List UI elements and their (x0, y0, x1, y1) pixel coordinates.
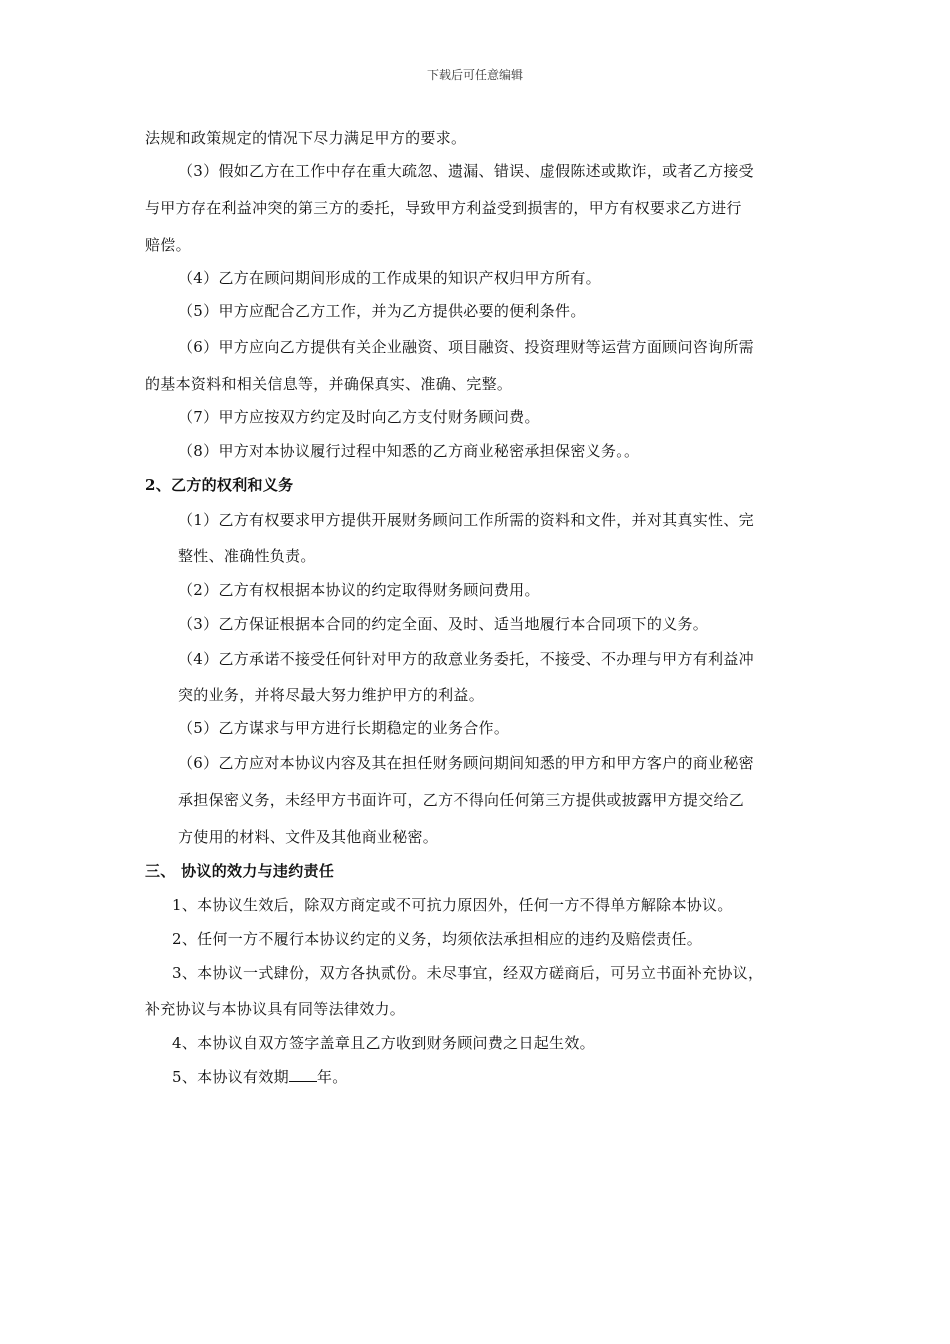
paragraph-line: （6）乙方应对本协议内容及其在担任财务顾问期间知悉的甲方和甲方客户的商业秘密 (178, 754, 754, 772)
paragraph-line: （8）甲方对本协议履行过程中知悉的乙方商业秘密承担保密义务。。 (178, 442, 640, 460)
paragraph-line: 补充协议与本协议具有同等法律效力。 (145, 1000, 406, 1018)
paragraph-line: （7）甲方应按双方约定及时向乙方支付财务顾问费。 (178, 408, 540, 426)
paragraph-line: 赔偿。 (145, 236, 191, 254)
section-heading: 三、 协议的效力与违约责任 (145, 862, 335, 880)
paragraph-line: 法规和政策规定的情况下尽力满足甲方的要求。 (145, 129, 467, 147)
paragraph-line: （6）甲方应向乙方提供有关企业融资、项目融资、投资理财等运营方面顾问咨询所需 (178, 338, 754, 356)
paragraph-line: 2、任何一方不履行本协议约定的义务，均须依法承担相应的违约及赔偿责任。 (172, 930, 703, 948)
paragraph-line: 承担保密义务，未经甲方书面许可，乙方不得向任何第三方提供或披露甲方提交给乙 (178, 791, 745, 809)
paragraph-line: 1、本协议生效后，除双方商定或不可抗力原因外，任何一方不得单方解除本协议。 (172, 896, 733, 914)
paragraph-line: （1）乙方有权要求甲方提供开展财务顾问工作所需的资料和文件，并对其真实性、完 (178, 511, 754, 529)
blank-fill-line (289, 1067, 317, 1082)
paragraph-line: 3、本协议一式肆份，双方各执贰份。未尽事宜，经双方磋商后，可另立书面补充协议， (172, 964, 764, 982)
paragraph-line: （2）乙方有权根据本协议的约定取得财务顾问费用。 (178, 581, 540, 599)
paragraph-line: （3）假如乙方在工作中存在重大疏忽、遗漏、错误、虚假陈述或欺诈，或者乙方接受 (178, 162, 754, 180)
paragraph-line (172, 1067, 348, 1087)
paragraph-line: 的基本资料和相关信息等，并确保真实、准确、完整。 (145, 375, 513, 393)
validity-clause-text: 5、本协议有效期 (172, 1068, 289, 1086)
paragraph-line: 4、本协议自双方签字盖章且乙方收到财务顾问费之日起生效。 (172, 1034, 595, 1052)
paragraph-line: 突的业务，并将尽最大努力维护甲方的利益。 (178, 686, 485, 704)
paragraph-line: （3）乙方保证根据本合同的约定全面、及时、适当地履行本合同项下的义务。 (178, 615, 709, 633)
paragraph-line: （4）乙方承诺不接受任何针对甲方的敌意业务委托，不接受、不办理与甲方有利益冲 (178, 650, 754, 668)
paragraph-line: （5）乙方谋求与甲方进行长期稳定的业务合作。 (178, 719, 510, 737)
page-header: 下载后可任意编辑 (426, 68, 523, 82)
paragraph-line: 方使用的材料、文件及其他商业秘密。 (178, 828, 439, 846)
paragraph-line: （4）乙方在顾问期间形成的工作成果的知识产权归甲方所有。 (178, 269, 601, 287)
paragraph-line: 整性、准确性负责。 (178, 547, 316, 565)
paragraph-line: 与甲方存在利益冲突的第三方的委托，导致甲方利益受到损害的，甲方有权要求乙方进行 (145, 199, 742, 217)
section-heading: 2、乙方的权利和义务 (145, 476, 294, 494)
paragraph-line: （5）甲方应配合乙方工作，并为乙方提供必要的便利条件。 (178, 302, 586, 320)
validity-clause-suffix: 年。 (316, 1068, 348, 1086)
